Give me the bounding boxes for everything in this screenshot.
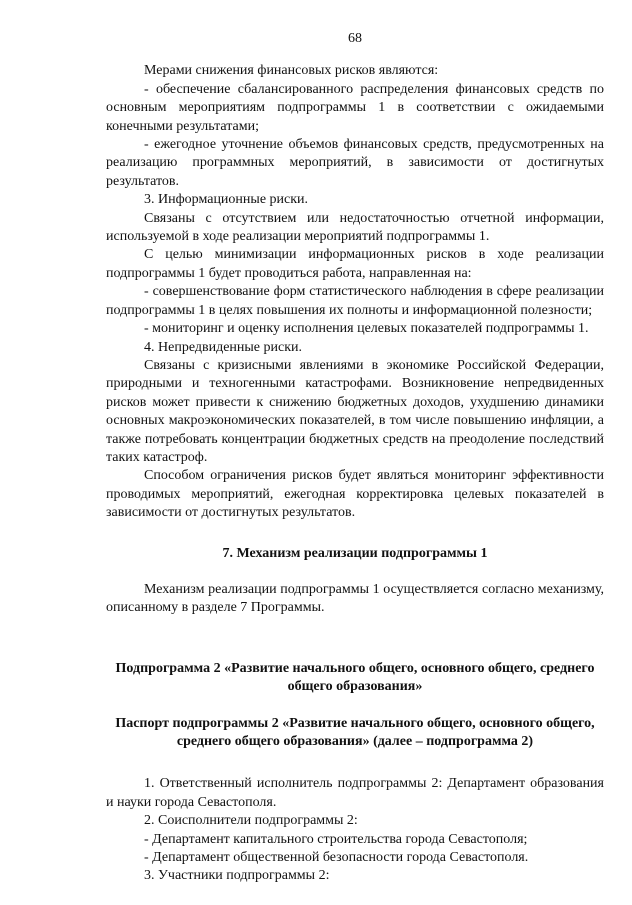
paragraph-risk-limitation: Способом ограничения рисков будет являться мониторинг эффективности проводимых мероприятий, ежегодная корректировка целевых показателей в зависимости от достигнутых результатов. xyxy=(106,468,604,521)
passport-heading: Паспорт подпрограммы 2 «Развитие начального общего, основного общего, среднего общего образования» (далее – подпрограмма 2) xyxy=(115,715,595,749)
section-heading-mechanism: 7. Механизм реализации подпрограммы 1 xyxy=(222,545,488,561)
paragraph-info-measure-1: - совершенствование форм статистического наблюдения в сфере реализации подпрограммы 1 в целях повышения их полноты и информационной полезности; xyxy=(106,284,604,318)
passport-item-coexecutors: 2. Соисполнители подпрограммы 2: xyxy=(144,813,358,829)
passport-item-responsible: 1. Ответственный исполнитель подпрограммы 2: Департамент образования и науки города Севастополя. xyxy=(106,776,604,810)
paragraph-financial-measures-intro: Мерами снижения финансовых рисков являются: xyxy=(144,63,439,79)
paragraph-financial-measure-1: - обеспечение сбалансированного распределения финансовых средств по основным мероприятиям подпрограммы 1 в соответствии с ожидаемыми конечными результатами; xyxy=(106,81,604,134)
paragraph-info-risks-desc: Связаны с отсутствием или недостаточностью отчетной информации, используемой в ходе реализации мероприятий подпрограммы 1. xyxy=(106,210,604,245)
passport-item-coexecutor-1: - Департамент капитального строительства города Севастополя; xyxy=(144,831,528,847)
paragraph-unforeseen-risks-desc: Связаны с кризисными явлениями в экономике Российской Федерации, природными и техногенными катастрофами. Возникновение непредвиденных рисков может привести к снижению бюджетных доходов, ухудшению динамики основных макроэкономических показателей, в том числе повышению инфляции, а также потребовать концентрации бюджетных средств на преодоление последствий таких катастроф. xyxy=(106,357,604,465)
page-number: 68 xyxy=(348,31,362,46)
passport-item-participants: 3. Участники подпрограммы 2: xyxy=(144,868,330,884)
paragraph-unforeseen-risks-title: 4. Непредвиденные риски. xyxy=(144,339,303,355)
subprogram-2-heading: Подпрограмма 2 «Развитие начального общего, основного общего, среднего общего образования» xyxy=(115,660,595,695)
passport-item-coexecutor-2: - Департамент общественной безопасности города Севастополя. xyxy=(144,850,529,866)
paragraph-info-risks-goal: С целью минимизации информационных рисков в ходе реализации подпрограммы 1 будет проводиться работа, направленная на: xyxy=(106,247,604,281)
paragraph-mechanism: Механизм реализации подпрограммы 1 осуществляется согласно механизму, описанному в разделе 7 Программы. xyxy=(106,581,604,616)
paragraph-financial-measure-2: - ежегодное уточнение объемов финансовых средств, предусмотренных на реализацию программных мероприятий, в зависимости от достигнутых результатов. xyxy=(106,137,604,189)
paragraph-info-risks-title: 3. Информационные риски. xyxy=(144,192,309,208)
paragraph-info-measure-2: - мониторинг и оценку исполнения целевых показателей подпрограммы 1. xyxy=(144,321,589,337)
